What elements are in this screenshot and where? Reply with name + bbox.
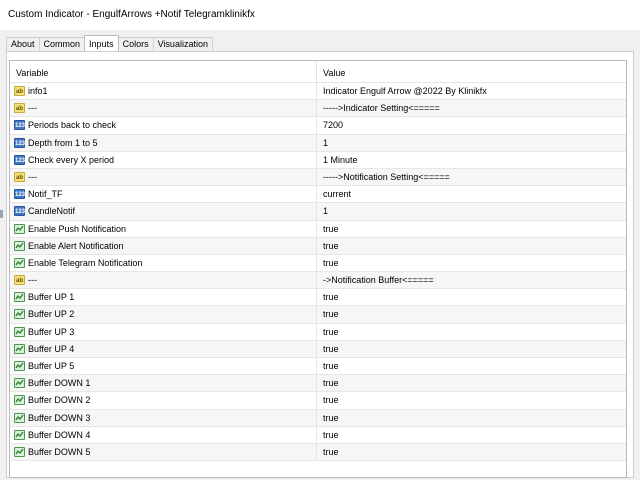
variable-name: CandleNotif [28,206,76,217]
string-type-icon: ab [14,275,25,285]
boolean-type-icon [14,395,25,405]
table-row[interactable] [10,427,626,444]
boolean-type-icon [14,224,25,234]
boolean-type-icon [14,413,25,423]
table-row[interactable] [10,341,626,358]
cell-divider [316,117,317,134]
tab-common[interactable]: Common [39,37,86,51]
variable-value[interactable]: true [323,257,339,268]
cell-divider [316,169,317,186]
table-row[interactable] [10,410,626,427]
variable-value[interactable]: 7200 [323,120,344,131]
variable-name: --- [28,103,37,114]
table-row[interactable] [10,117,626,134]
variable-name: Buffer DOWN 5 [28,446,91,457]
variable-value[interactable]: true [323,223,339,234]
tab-visualization[interactable]: Visualization [153,37,213,51]
boolean-type-icon [14,378,25,388]
boolean-type-icon [14,241,25,251]
table-body [10,83,626,461]
tab-strip [6,37,212,51]
integer-type-icon: 123 [14,206,25,216]
column-divider[interactable] [316,61,317,82]
boolean-type-icon [14,292,25,302]
table-row[interactable] [10,135,626,152]
variable-value[interactable]: Indicator Engulf Arrow @2022 By Klinikfx [323,86,487,96]
variable-name: Buffer UP 5 [28,361,75,371]
variable-name: Enable Push Notification [28,223,127,234]
table-row[interactable] [10,203,626,220]
inputs-table [9,60,627,478]
variable-name: Periods back to check [28,120,117,131]
cell-divider [316,392,317,409]
table-row[interactable] [10,100,626,117]
variable-name: Buffer DOWN 3 [28,412,91,423]
cell-divider [316,238,317,255]
tab-inputs[interactable]: Inputs [84,35,119,51]
boolean-type-icon [14,309,25,319]
variable-value[interactable]: true [323,412,339,423]
cell-divider [316,427,317,444]
variable-name: Notif_TF [28,189,63,200]
cell-divider [316,306,317,323]
table-row[interactable] [10,83,626,100]
title-bar [0,0,640,30]
variable-value[interactable]: ----->Notification Setting<===== [323,171,450,182]
cell-divider [316,324,317,341]
cell-divider [316,341,317,358]
boolean-type-icon [14,327,25,337]
table-row[interactable] [10,255,626,272]
variable-value[interactable]: ->Notification Buffer<===== [323,275,434,286]
cell-divider [316,152,317,169]
integer-type-icon: 123 [14,120,25,130]
column-header-variable[interactable]: Variable [16,68,49,78]
boolean-type-icon [14,361,25,371]
variable-value[interactable]: true [323,292,339,303]
variable-value[interactable]: true [323,343,339,354]
variable-value[interactable]: current [323,189,352,200]
table-row[interactable] [10,444,626,461]
variable-value[interactable]: ----->Indicator Setting<===== [323,103,440,114]
integer-type-icon: 123 [14,155,25,165]
variable-name: info1 [28,86,48,96]
boolean-type-icon [14,258,25,268]
string-type-icon: ab [14,103,25,113]
cell-divider [316,410,317,427]
variable-name: Buffer DOWN 4 [28,429,91,440]
boolean-type-icon [14,447,25,457]
variable-name: Enable Telegram Notification [28,257,143,268]
table-row[interactable] [10,238,626,255]
variable-name: --- [28,275,37,286]
variable-value[interactable]: true [323,326,339,337]
integer-type-icon: 123 [14,189,25,199]
variable-value[interactable]: true [323,446,339,457]
integer-type-icon: 123 [14,138,25,148]
cell-divider [316,255,317,272]
variable-name: Buffer UP 1 [28,292,75,303]
table-row[interactable] [10,152,626,169]
boolean-type-icon [14,344,25,354]
table-header [10,61,626,83]
variable-value[interactable]: 1 [323,206,329,217]
variable-name: Check every X period [28,154,115,165]
table-row[interactable] [10,358,626,375]
variable-value[interactable]: true [323,395,339,406]
variable-name: Depth from 1 to 5 [28,137,98,148]
variable-value[interactable]: 1 Minute [323,154,358,165]
cell-divider [316,203,317,220]
variable-value[interactable]: 1 [323,137,329,148]
variable-value[interactable]: true [323,429,339,440]
cell-divider [316,272,317,289]
variable-value[interactable]: true [323,378,339,389]
table-row[interactable] [10,375,626,392]
cell-divider [316,83,317,100]
table-row[interactable] [10,221,626,238]
column-header-value[interactable]: Value [323,68,346,78]
string-type-icon: ab [14,86,25,96]
cell-divider [316,444,317,461]
variable-name: Buffer UP 3 [28,326,75,337]
table-row[interactable] [10,306,626,323]
table-row[interactable] [10,392,626,409]
variable-name: Buffer UP 2 [28,309,75,320]
window-title: Custom Indicator - EngulfArrows +Notif Telegramklinikfx [8,9,255,20]
cell-divider [316,289,317,306]
variable-name: Buffer UP 4 [28,343,75,354]
variable-name: Enable Alert Notification [28,240,124,251]
table-row[interactable] [10,324,626,341]
cell-divider [316,135,317,152]
resize-marker [0,210,3,218]
cell-divider [316,100,317,117]
table-row[interactable] [10,272,626,289]
variable-value[interactable]: true [323,309,339,320]
cell-divider [316,375,317,392]
variable-name: Buffer DOWN 2 [28,395,91,406]
table-row[interactable] [10,186,626,203]
variable-name: --- [28,171,37,182]
cell-divider [316,221,317,238]
table-row[interactable] [10,169,626,186]
tab-colors[interactable]: Colors [118,37,154,51]
variable-name: Buffer DOWN 1 [28,378,91,389]
boolean-type-icon [14,430,25,440]
table-row[interactable] [10,289,626,306]
cell-divider [316,358,317,375]
string-type-icon: ab [14,172,25,182]
cell-divider [316,186,317,203]
variable-value[interactable]: true [323,240,339,251]
tab-about[interactable]: About [6,37,40,51]
variable-value[interactable]: true [323,361,339,371]
